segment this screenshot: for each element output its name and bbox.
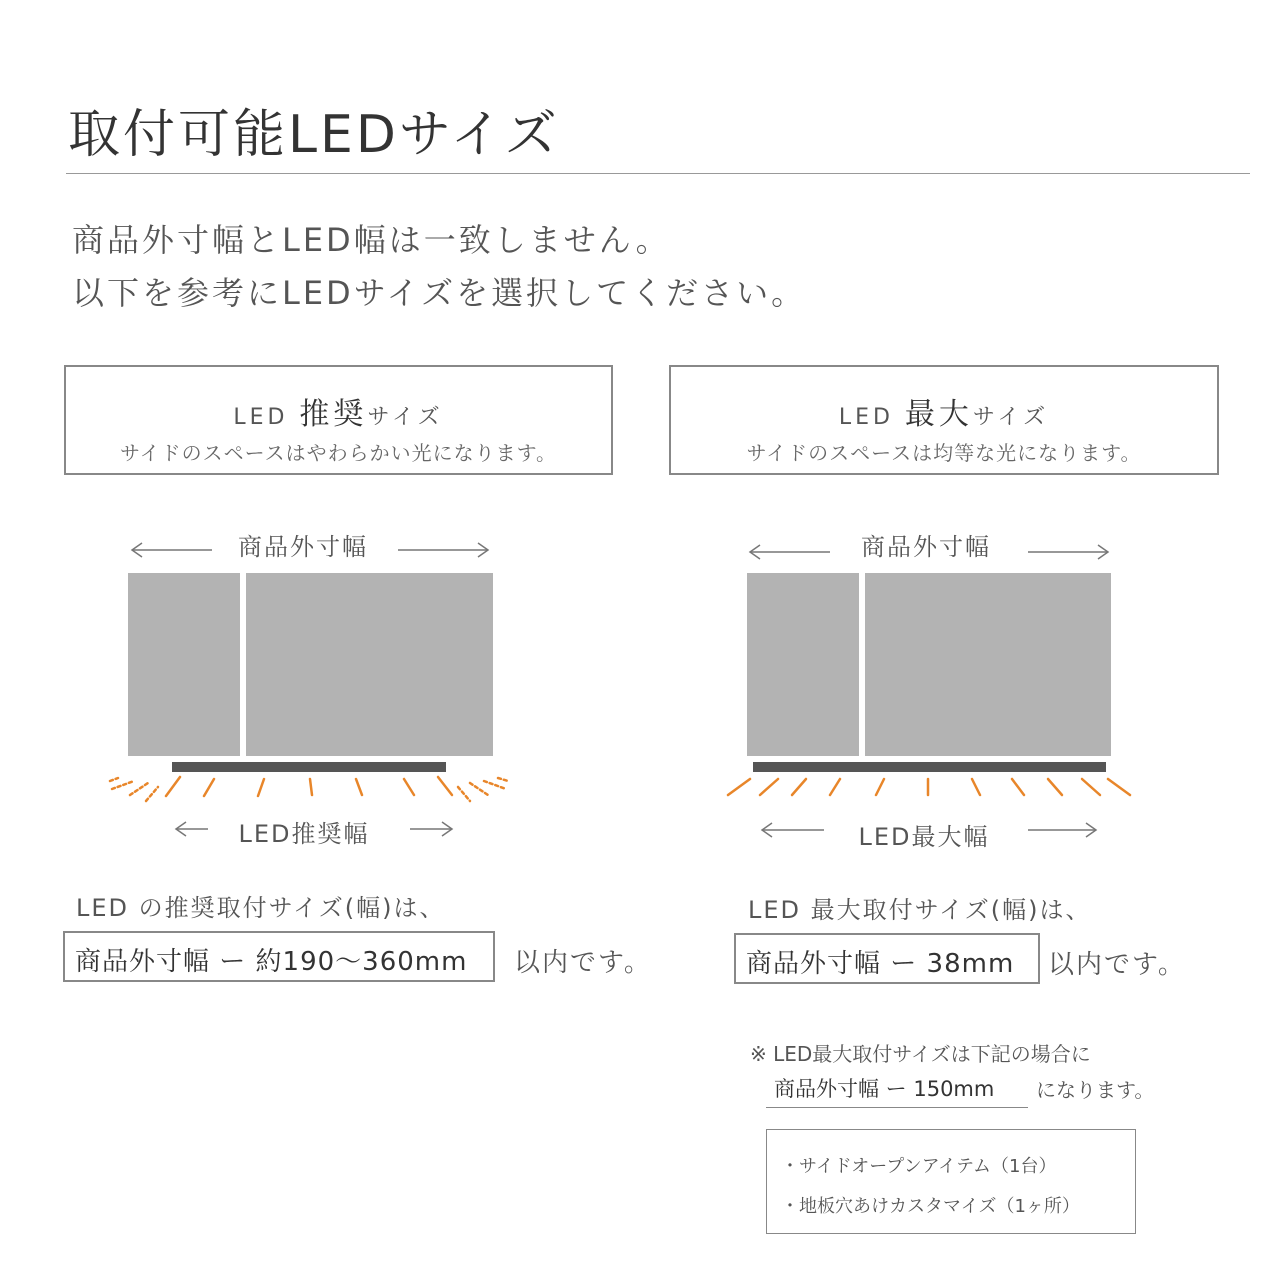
- maximum-led-prefix: LED: [838, 405, 894, 430]
- title-divider: [66, 173, 1250, 174]
- recommended-caption: LED の推奨取付サイズ(幅)は、: [76, 894, 446, 922]
- conditions-box: [766, 1129, 1136, 1234]
- maximum-size-box: [669, 365, 1219, 475]
- cabinet-door-left: [747, 573, 859, 756]
- recommended-size-description: サイドのスペースはやわらかい光になります。: [120, 441, 557, 465]
- note-suffix: になります。: [1036, 1078, 1155, 1102]
- maximum-diagram: [720, 525, 1160, 855]
- condition-item: ・地板穴あけカスタマイズ（1ヶ所）: [781, 1196, 1080, 1217]
- recommended-size-box: [64, 365, 613, 475]
- outer-width-label: 商品外寸幅: [861, 533, 991, 561]
- recommended-formula: 商品外寸幅 ー 約190〜360mm: [75, 947, 468, 977]
- cabinet-door-left: [128, 573, 240, 756]
- recommended-size-heading: [66, 389, 611, 433]
- recommended-formula-suffix: 以内です。: [514, 948, 652, 978]
- even-light-rays: [728, 779, 1130, 795]
- led-bar: [172, 762, 446, 772]
- maximum-formula: 商品外寸幅 ー 38mm: [746, 949, 1015, 979]
- page-title: 取付可能LEDサイズ: [68, 105, 560, 165]
- outer-width-label: 商品外寸幅: [238, 533, 368, 561]
- cabinet-door-right: [246, 573, 493, 756]
- cabinet-door-right: [865, 573, 1111, 756]
- recommended-suffix: サイズ: [367, 405, 444, 430]
- maximum-formula-box: [734, 933, 1040, 984]
- maximum-formula-suffix: 以内です。: [1048, 950, 1186, 980]
- intro-line-1: 商品外寸幅とLED幅は一致しません。: [72, 221, 671, 259]
- recommended-diagram: [100, 525, 540, 855]
- recommended-led-prefix: LED: [233, 405, 289, 430]
- soft-light-rays: [110, 777, 508, 801]
- maximum-size-heading: [671, 389, 1217, 433]
- led-width-label: LED推奨幅: [238, 820, 370, 848]
- recommended-strong: 推奨: [299, 397, 368, 432]
- note-formula: 商品外寸幅 ー 150mm: [766, 1073, 1028, 1108]
- maximum-strong: 最大: [904, 397, 973, 432]
- recommended-formula-box: [63, 931, 495, 982]
- note-line-1: ※ LED最大取付サイズは下記の場合に: [750, 1042, 1091, 1066]
- led-width-label: LED最大幅: [858, 823, 990, 851]
- maximum-caption: LED 最大取付サイズ(幅)は、: [748, 896, 1092, 924]
- condition-item: ・サイドオープンアイテム（1台）: [781, 1156, 1057, 1177]
- intro-line-2: 以下を参考にLEDサイズを選択してください。: [72, 274, 807, 312]
- maximum-suffix: サイズ: [972, 405, 1050, 430]
- led-bar: [753, 762, 1106, 772]
- maximum-size-description: サイドのスペースは均等な光になります。: [746, 441, 1142, 465]
